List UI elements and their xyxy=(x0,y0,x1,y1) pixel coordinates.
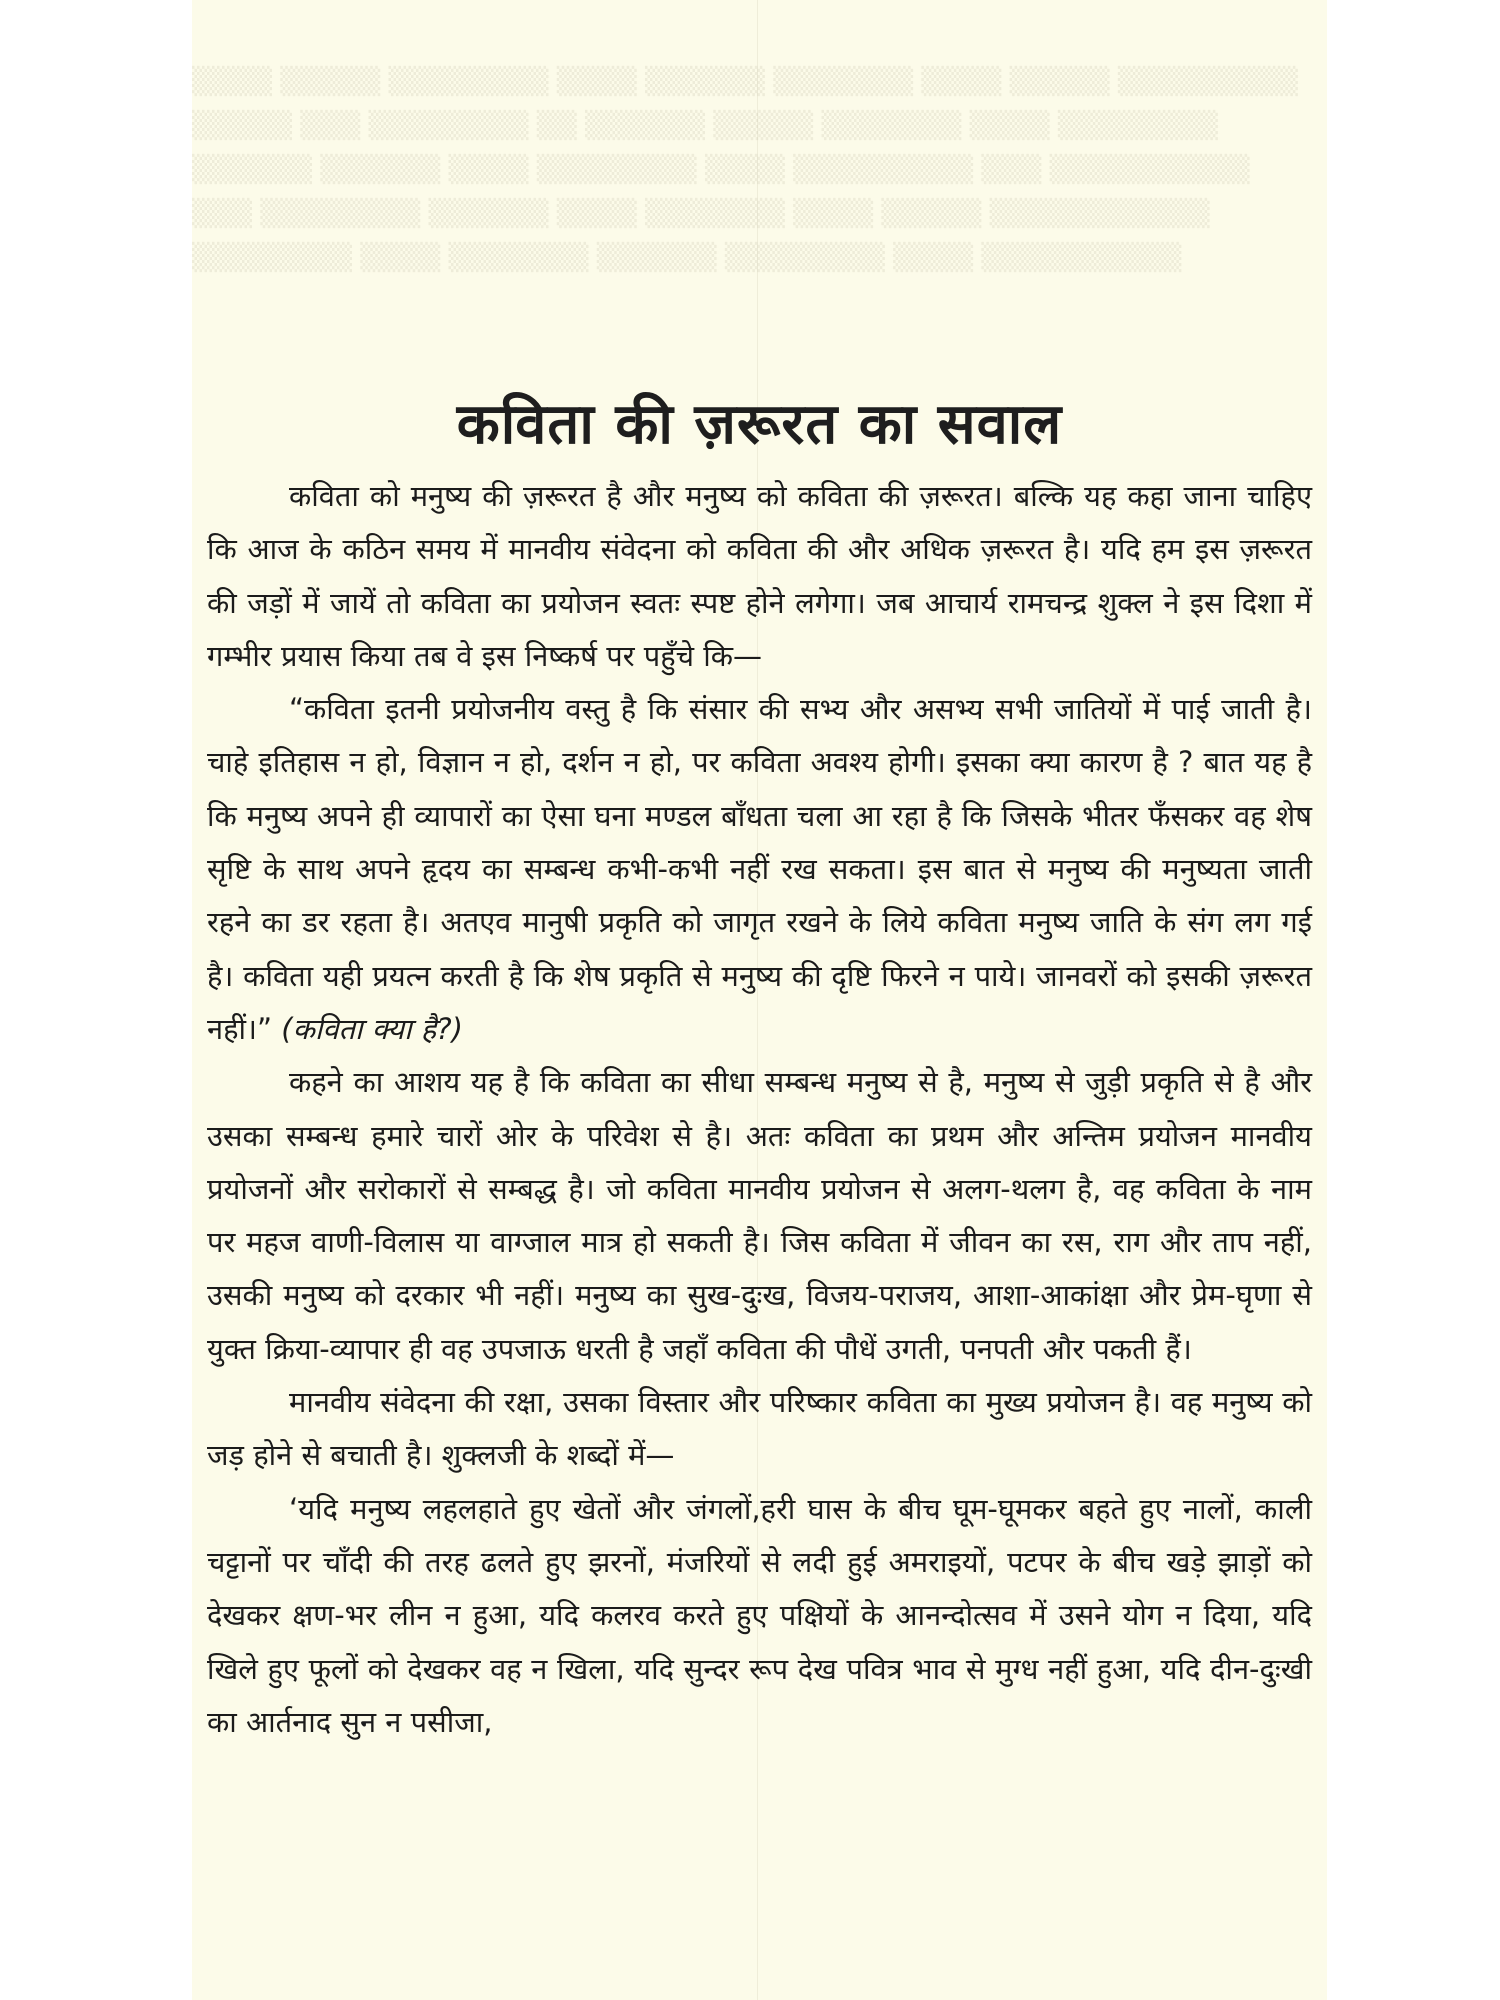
paragraph-quote-2: ‘यदि मनुष्य लहलहाते हुए खेतों और जंगलों,हरी घास के बीच घूम-घूमकर बहते हुए नालों, काली चट्टानों पर चाँदी की तरह ढलते हुए झरनों, मंजरियों से लदी हुई अमराइयों, पटपर के बीच खड़े झाड़ों को देखकर क्षण-भर लीन न हुआ, यदि कलरव करते हुए पक्षियों के आनन्दोत्सव में उसने योग न दिया, यदि खिले हुए फूलों को देखकर वह न खिला, यदि सुन्दर रूप देख पवित्र भाव से मुग्ध नहीं हुआ, यदि दीन-दुःखी का आर्तनाद सुन न पसीजा, xyxy=(207,1491,1312,1739)
page-title: कविता की ज़रूरत का सवाल xyxy=(456,391,1063,457)
paragraph-purpose: कहने का आशय यह है कि कविता का सीधा सम्बन्ध मनुष्य से है, मनुष्य से जुड़ी प्रकृति से है और उसका सम्बन्ध हमारे चारों ओर के परिवेश से है। अतः कविता का प्रथम और अन्तिम प्रयोजन मानवीय प्रयोजनों और सरोकारों से सम्बद्ध है। जो कविता मानवीय प्रयोजन से अलग-थलग है, वह कविता के नाम पर महज वाणी-विलास या वाग्जाल मात्र हो सकती है। जिस कविता में जीवन का रस, राग और ताप नहीं, उसकी मनुष्य को दरकार भी नहीं। मनुष्य का सुख-दुःख, विजय-पराजय, आशा-आकांक्षा और प्रेम-घृणा से युक्त क्रिया-व्यापार ही वह उपजाऊ धरती है जहाँ कविता की पौधें उगती, पनपती और पकती हैं। xyxy=(207,1065,1312,1366)
quote-source: (कविता क्या है?) xyxy=(281,1011,463,1046)
paragraph-sensibility: मानवीय संवेदना की रक्षा, उसका विस्तार और परिष्कार कविता का मुख्य प्रयोजन है। वह मनुष्य को जड़ होने से बचाती है। शुक्लजी के शब्दों में— xyxy=(207,1385,1312,1473)
paragraph-intro: कविता को मनुष्य की ज़रूरत है और मनुष्य को कविता की ज़रूरत। बल्कि यह कहा जाना चाहिए कि आज के कठिन समय में मानवीय संवेदना को कविता की और अधिक ज़रूरत है। यदि हम इस ज़रूरत की जड़ों में जायें तो कविता का प्रयोजन स्वतः स्पष्ट होने लगेगा। जब आचार्य रामचन्द्र शुक्ल ने इस दिशा में गम्भीर प्रयास किया तब वे इस निष्कर्ष पर पहुँचे कि— xyxy=(207,479,1312,673)
book-page xyxy=(192,0,1327,2000)
paragraph-quote xyxy=(207,683,1312,1056)
body-text xyxy=(207,470,1312,1749)
show-through-text: ▒▒▒▒ ▒▒▒▒▒ ▒▒▒▒▒▒▒▒ ▒▒▒▒ ▒▒▒▒▒▒ ▒▒▒▒▒▒▒ ▒▒▒▒ ▒▒▒▒▒ ▒▒▒▒▒▒▒▒▒ ▒▒▒▒▒ ▒▒▒ ▒▒▒▒▒▒▒▒ ▒▒ ▒▒▒▒▒▒ ▒▒▒▒▒ ▒▒▒▒▒▒▒ ▒▒▒▒ ▒▒▒▒▒▒▒▒ ▒▒▒▒▒▒ ▒▒▒▒▒▒ ▒▒▒▒ ▒▒▒▒▒▒▒▒ ▒▒▒▒ ▒▒▒▒▒▒▒▒▒ ▒▒▒ ▒▒▒▒▒▒▒▒▒▒ ▒▒▒ ▒▒▒▒▒▒▒▒ ▒▒▒▒▒▒ ▒▒▒▒ ▒▒▒▒▒▒▒ ▒▒▒▒ ▒▒▒▒▒ ▒▒▒▒▒▒▒▒▒▒▒ ▒▒▒▒▒▒▒▒ ▒▒▒▒ ▒▒▒▒▒▒▒ ▒▒▒▒▒▒ ▒▒▒▒▒▒▒▒ ▒▒▒▒ ▒▒▒▒▒▒▒▒▒▒ xyxy=(192,67,1298,273)
quote-text: “कविता इतनी प्रयोजनीय वस्तु है कि संसार की सभ्य और असभ्य सभी जातियों में पाई जाती है। चाहे इतिहास न हो, विज्ञान न हो, दर्शन न हो, पर कविता अवश्य होगी। इसका क्या कारण है ? बात यह है कि मनुष्य अपने ही व्यापारों का ऐसा घना मण्डल बाँधता चला आ रहा है कि जिसके भीतर फँसकर वह शेष सृष्टि के साथ अपने हृदय का सम्बन्ध कभी-कभी नहीं रख सकता। इस बात से मनुष्य की मनुष्यता जाती रहने का डर रहता है। अतएव मानुषी प्रकृति को जागृत रखने के लिये कविता मनुष्य जाति के संग लग गई है। कविता यही प्रयत्न करती है कि शेष प्रकृति से मनुष्य की दृष्टि फिरने न पाये। जानवरों को इसकी ज़रूरत नहीं।” xyxy=(207,692,1312,1046)
